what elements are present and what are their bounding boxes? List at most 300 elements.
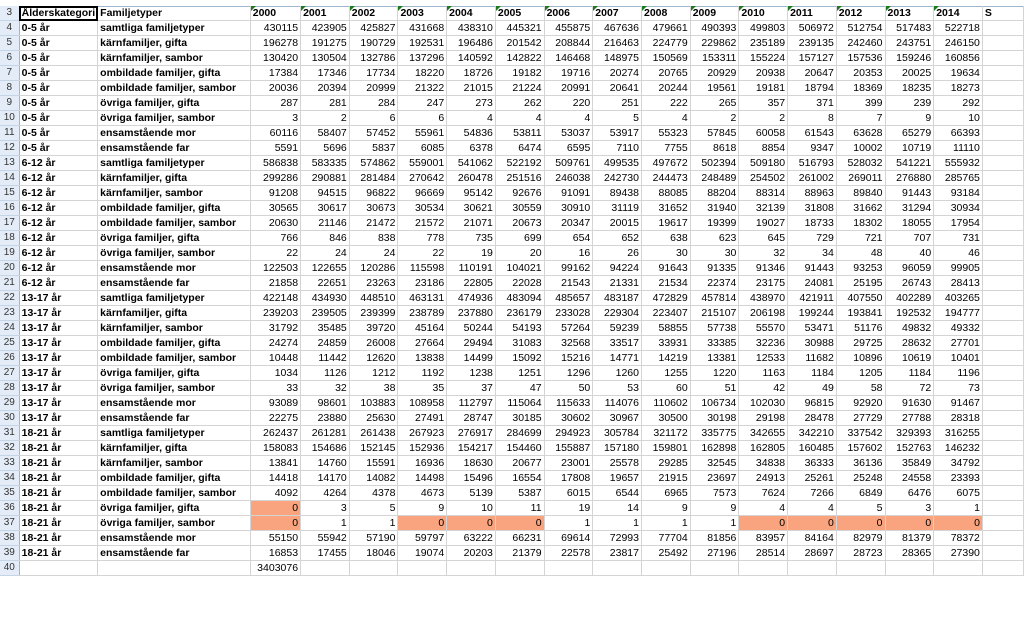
cell-value[interactable]: 479661 [641, 21, 690, 36]
cell-value[interactable]: 18733 [788, 216, 837, 231]
cell-value[interactable]: 502394 [690, 156, 739, 171]
cell-value[interactable]: 30602 [544, 411, 593, 426]
cell-value[interactable]: 60058 [739, 126, 788, 141]
cell-empty[interactable] [982, 306, 1023, 321]
cell-value[interactable]: 96669 [398, 186, 447, 201]
cell-value[interactable]: 1 [641, 516, 690, 531]
cell-value[interactable]: 27491 [398, 411, 447, 426]
cell-value[interactable]: 93089 [250, 396, 300, 411]
cell-value[interactable]: 24 [301, 246, 350, 261]
cell-family-type[interactable]: samtliga familjetyper [98, 156, 251, 171]
cell-value[interactable]: 28478 [788, 411, 837, 426]
cell-value[interactable]: 63222 [447, 531, 496, 546]
cell-value[interactable]: 58 [836, 381, 885, 396]
cell-value[interactable]: 28747 [447, 411, 496, 426]
cell-value[interactable]: 162805 [739, 441, 788, 456]
cell-value[interactable]: 517483 [885, 21, 934, 36]
cell-value[interactable]: 196486 [447, 36, 496, 51]
row-number[interactable]: 4 [0, 21, 19, 36]
cell-value[interactable]: 162898 [690, 441, 739, 456]
cell-value[interactable]: 4 [544, 111, 593, 126]
cell-family-type[interactable]: samtliga familjetyper [98, 426, 251, 441]
cell-value[interactable]: 244473 [641, 171, 690, 186]
header-cell-year[interactable]: 2004 [447, 6, 496, 21]
cell-value[interactable]: 115064 [495, 396, 544, 411]
cell-age-category[interactable]: 18-21 år [19, 426, 98, 441]
cell-value[interactable]: 51 [690, 381, 739, 396]
cell-family-type[interactable]: samtliga familjetyper [98, 21, 251, 36]
cell-value[interactable]: 88963 [788, 186, 837, 201]
cell-value[interactable]: 13841 [250, 456, 300, 471]
cell-value[interactable]: 32 [301, 381, 350, 396]
cell-empty[interactable] [982, 141, 1023, 156]
cell-value[interactable]: 285765 [934, 171, 983, 186]
cell-value[interactable]: 483187 [593, 291, 642, 306]
cell-value[interactable]: 99905 [934, 261, 983, 276]
cell-value[interactable]: 23697 [690, 471, 739, 486]
cell-value[interactable]: 10 [447, 501, 496, 516]
cell-value[interactable]: 81856 [690, 531, 739, 546]
cell-value[interactable]: 0 [495, 516, 544, 531]
cell-value[interactable]: 1 [593, 516, 642, 531]
cell-family-type[interactable]: samtliga familjetyper [98, 291, 251, 306]
cell-value[interactable]: 99162 [544, 261, 593, 276]
row-number[interactable]: 31 [0, 426, 19, 441]
cell-value[interactable]: 27390 [934, 546, 983, 561]
cell-age-category[interactable]: 13-17 år [19, 396, 98, 411]
cell-value[interactable]: 516793 [788, 156, 837, 171]
cell-value[interactable]: 50244 [447, 321, 496, 336]
cell-value[interactable]: 55961 [398, 126, 447, 141]
row-number[interactable]: 27 [0, 366, 19, 381]
cell-age-category[interactable]: 6-12 år [19, 261, 98, 276]
cell-value[interactable]: 430115 [250, 21, 300, 36]
cell-value[interactable]: 28365 [885, 546, 934, 561]
cell-age-category[interactable]: 13-17 år [19, 411, 98, 426]
cell-empty[interactable] [982, 411, 1023, 426]
cell-value[interactable]: 316255 [934, 426, 983, 441]
cell-value[interactable]: 32568 [544, 336, 593, 351]
cell-value[interactable]: 92676 [495, 186, 544, 201]
cell-value[interactable]: 294923 [544, 426, 593, 441]
cell-value[interactable]: 57190 [349, 531, 398, 546]
cell-value[interactable]: 9 [641, 501, 690, 516]
cell-empty[interactable] [982, 216, 1023, 231]
cell-value[interactable]: 31792 [250, 321, 300, 336]
cell-empty[interactable] [982, 426, 1023, 441]
cell-value[interactable]: 14499 [447, 351, 496, 366]
cell-value[interactable]: 26743 [885, 276, 934, 291]
cell-empty[interactable] [982, 321, 1023, 336]
cell-value[interactable]: 4 [447, 111, 496, 126]
cell-value[interactable]: 33517 [593, 336, 642, 351]
cell-value[interactable]: 425827 [349, 21, 398, 36]
cell-value[interactable]: 39720 [349, 321, 398, 336]
cell-value[interactable]: 321172 [641, 426, 690, 441]
cell-empty[interactable] [982, 546, 1023, 561]
cell-value[interactable]: 239135 [788, 36, 837, 51]
cell-value[interactable]: 25630 [349, 411, 398, 426]
cell-value[interactable]: 21015 [447, 81, 496, 96]
cell-empty[interactable] [982, 201, 1023, 216]
cell-value[interactable]: 34838 [739, 456, 788, 471]
cell-value[interactable]: 224779 [641, 36, 690, 51]
row-number[interactable]: 35 [0, 486, 19, 501]
cell-empty[interactable] [982, 396, 1023, 411]
cell-value[interactable]: 15496 [447, 471, 496, 486]
cell-value[interactable]: 27788 [885, 411, 934, 426]
cell-value[interactable]: 120286 [349, 261, 398, 276]
cell-value[interactable]: 59239 [593, 321, 642, 336]
cell-family-type[interactable]: ombildade familjer, sambor [98, 486, 251, 501]
cell-value[interactable]: 305784 [593, 426, 642, 441]
cell-value[interactable]: 699 [495, 231, 544, 246]
cell-family-type[interactable]: ombildade familjer, gifta [98, 471, 251, 486]
cell-value[interactable]: 0 [250, 516, 300, 531]
cell-value[interactable]: 19716 [544, 66, 593, 81]
cell-value[interactable]: 20244 [641, 81, 690, 96]
cell-value[interactable]: 6015 [544, 486, 593, 501]
cell-value[interactable]: 57264 [544, 321, 593, 336]
cell-value[interactable]: 58855 [641, 321, 690, 336]
cell-empty[interactable] [982, 351, 1023, 366]
cell-value[interactable]: 1 [544, 516, 593, 531]
cell-value[interactable]: 28697 [788, 546, 837, 561]
cell-value[interactable]: 28723 [836, 546, 885, 561]
cell-value[interactable]: 457814 [690, 291, 739, 306]
cell-value[interactable]: 18302 [836, 216, 885, 231]
cell-family-type[interactable]: kärnfamiljer, sambor [98, 321, 251, 336]
cell-value[interactable]: 142822 [495, 51, 544, 66]
cell-value[interactable]: 27701 [934, 336, 983, 351]
cell-value[interactable]: 1296 [544, 366, 593, 381]
cell-value[interactable]: 196278 [250, 36, 300, 51]
cell-value[interactable]: 654 [544, 231, 593, 246]
cell-empty[interactable] [982, 156, 1023, 171]
cell-value[interactable]: 21534 [641, 276, 690, 291]
cell-value[interactable]: 6849 [836, 486, 885, 501]
cell-value[interactable]: 541221 [885, 156, 934, 171]
cell-value[interactable]: 0 [398, 516, 447, 531]
cell-value[interactable]: 6474 [495, 141, 544, 156]
cell-value[interactable]: 21146 [301, 216, 350, 231]
cell-value[interactable]: 23001 [544, 456, 593, 471]
cell-value[interactable]: 37 [447, 381, 496, 396]
cell-value[interactable]: 0 [447, 516, 496, 531]
header-cell-year[interactable]: 2006 [544, 6, 593, 21]
cell-value[interactable]: 8618 [690, 141, 739, 156]
cell-value[interactable] [690, 561, 739, 576]
cell-value[interactable]: 81379 [885, 531, 934, 546]
cell-value[interactable]: 12533 [739, 351, 788, 366]
cell-value[interactable]: 10448 [250, 351, 300, 366]
cell-value[interactable]: 32 [739, 246, 788, 261]
cell-age-category[interactable]: 13-17 år [19, 381, 98, 396]
cell-value[interactable]: 91443 [885, 186, 934, 201]
cell-family-type[interactable]: ensamstående far [98, 276, 251, 291]
cell-value[interactable]: 66231 [495, 531, 544, 546]
cell-value[interactable]: 467636 [593, 21, 642, 36]
cell-value[interactable]: 1255 [641, 366, 690, 381]
cell-empty[interactable] [982, 291, 1023, 306]
cell-value[interactable]: 49332 [934, 321, 983, 336]
cell-value[interactable]: 4264 [301, 486, 350, 501]
cell-value[interactable]: 4092 [250, 486, 300, 501]
cell-value[interactable]: 157536 [836, 51, 885, 66]
cell-value[interactable]: 20025 [885, 66, 934, 81]
cell-value[interactable]: 3 [250, 111, 300, 126]
cell-value[interactable]: 445321 [495, 21, 544, 36]
cell-value[interactable]: 30500 [641, 411, 690, 426]
cell-value[interactable]: 1184 [885, 366, 934, 381]
cell-value[interactable]: 30621 [447, 201, 496, 216]
cell-value[interactable]: 1260 [593, 366, 642, 381]
cell-value[interactable]: 20765 [641, 66, 690, 81]
cell-value[interactable]: 292 [934, 96, 983, 111]
cell-value[interactable]: 20630 [250, 216, 300, 231]
cell-family-type[interactable]: kärnfamiljer, sambor [98, 51, 251, 66]
cell-age-category[interactable]: 13-17 år [19, 306, 98, 321]
cell-value[interactable]: 19074 [398, 546, 447, 561]
cell-value[interactable]: 31662 [836, 201, 885, 216]
cell-value[interactable]: 18273 [934, 81, 983, 96]
cell-value[interactable]: 48 [836, 246, 885, 261]
cell-value[interactable]: 251 [593, 96, 642, 111]
cell-value[interactable]: 25492 [641, 546, 690, 561]
cell-value[interactable]: 30185 [495, 411, 544, 426]
cell-value[interactable]: 77704 [641, 531, 690, 546]
cell-value[interactable]: 5139 [447, 486, 496, 501]
cell-value[interactable]: 192531 [398, 36, 447, 51]
cell-value[interactable]: 28413 [934, 276, 983, 291]
cell-value[interactable]: 18235 [885, 81, 934, 96]
cell-value[interactable]: 10401 [934, 351, 983, 366]
row-number[interactable]: 23 [0, 306, 19, 321]
cell-value[interactable]: 731 [934, 231, 983, 246]
cell-value[interactable]: 96059 [885, 261, 934, 276]
cell-value[interactable]: 215107 [690, 306, 739, 321]
cell-value[interactable]: 91346 [739, 261, 788, 276]
cell-value[interactable]: 23263 [349, 276, 398, 291]
cell-value[interactable]: 6595 [544, 141, 593, 156]
cell-value[interactable]: 3 [301, 501, 350, 516]
cell-value[interactable]: 497672 [641, 156, 690, 171]
row-number[interactable]: 34 [0, 471, 19, 486]
cell-value[interactable]: 30 [641, 246, 690, 261]
cell-value[interactable]: 33 [250, 381, 300, 396]
cell-value[interactable]: 5696 [301, 141, 350, 156]
cell-value[interactable]: 7110 [593, 141, 642, 156]
cell-value[interactable]: 206198 [739, 306, 788, 321]
cell-age-category[interactable]: 6-12 år [19, 171, 98, 186]
cell-empty[interactable] [982, 561, 1023, 576]
cell-value[interactable]: 6 [349, 111, 398, 126]
cell-value[interactable] [885, 561, 934, 576]
cell-value[interactable]: 290881 [301, 171, 350, 186]
cell-value[interactable]: 93184 [934, 186, 983, 201]
cell-value[interactable]: 21543 [544, 276, 593, 291]
cell-family-type[interactable]: övriga familjer, gifta [98, 231, 251, 246]
cell-value[interactable]: 0 [788, 516, 837, 531]
cell-value[interactable]: 106734 [690, 396, 739, 411]
cell-value[interactable]: 73 [934, 381, 983, 396]
cell-age-category[interactable]: 0-5 år [19, 21, 98, 36]
cell-value[interactable]: 88204 [690, 186, 739, 201]
cell-value[interactable]: 236179 [495, 306, 544, 321]
cell-value[interactable]: 499535 [593, 156, 642, 171]
cell-value[interactable]: 20641 [593, 81, 642, 96]
cell-value[interactable]: 335775 [690, 426, 739, 441]
cell-value[interactable]: 5837 [349, 141, 398, 156]
cell-value[interactable]: 20036 [250, 81, 300, 96]
row-number[interactable]: 24 [0, 321, 19, 336]
header-cell-year[interactable]: 2011 [788, 6, 837, 21]
cell-value[interactable]: 98601 [301, 396, 350, 411]
cell-value[interactable]: 522718 [934, 21, 983, 36]
cell-value[interactable]: 455875 [544, 21, 593, 36]
cell-value[interactable]: 19 [447, 246, 496, 261]
cell-value[interactable]: 638 [641, 231, 690, 246]
cell-value[interactable]: 20394 [301, 81, 350, 96]
cell-value[interactable]: 55150 [250, 531, 300, 546]
cell-value[interactable]: 18046 [349, 546, 398, 561]
cell-value[interactable]: 27196 [690, 546, 739, 561]
cell-value[interactable]: 20677 [495, 456, 544, 471]
cell-value[interactable]: 112797 [447, 396, 496, 411]
cell-value[interactable]: 17808 [544, 471, 593, 486]
cell-value[interactable]: 235189 [739, 36, 788, 51]
cell-value[interactable]: 38 [349, 381, 398, 396]
cell-value[interactable]: 194777 [934, 306, 983, 321]
cell-value[interactable]: 233028 [544, 306, 593, 321]
cell-value[interactable]: 30967 [593, 411, 642, 426]
header-cell-year[interactable]: 2010 [739, 6, 788, 21]
cell-value[interactable]: 19399 [690, 216, 739, 231]
cell-value[interactable]: 254502 [739, 171, 788, 186]
cell-empty[interactable] [982, 111, 1023, 126]
cell-value[interactable]: 260478 [447, 171, 496, 186]
cell-value[interactable]: 122503 [250, 261, 300, 276]
cell-value[interactable]: 31808 [788, 201, 837, 216]
cell-value[interactable]: 30673 [349, 201, 398, 216]
cell-value[interactable]: 63628 [836, 126, 885, 141]
cell-value[interactable] [836, 561, 885, 576]
cell-value[interactable]: 115598 [398, 261, 447, 276]
cell-value[interactable]: 14 [593, 501, 642, 516]
cell-value[interactable]: 153311 [690, 51, 739, 66]
cell-value[interactable]: 21572 [398, 216, 447, 231]
cell-value[interactable]: 53811 [495, 126, 544, 141]
cell-value[interactable]: 157180 [593, 441, 642, 456]
cell-value[interactable]: 5 [836, 501, 885, 516]
cell-value[interactable]: 110191 [447, 261, 496, 276]
cell-value[interactable]: 27729 [836, 411, 885, 426]
header-cell-year[interactable]: 2003 [398, 6, 447, 21]
cell-empty[interactable] [982, 171, 1023, 186]
cell-value[interactable]: 499803 [739, 21, 788, 36]
cell-value[interactable]: 243751 [885, 36, 934, 51]
cell-value[interactable]: 24274 [250, 336, 300, 351]
row-number[interactable]: 15 [0, 186, 19, 201]
cell-value[interactable]: 78372 [934, 531, 983, 546]
row-number[interactable]: 13 [0, 156, 19, 171]
cell-value[interactable]: 35485 [301, 321, 350, 336]
cell-value[interactable]: 57738 [690, 321, 739, 336]
cell-value[interactable]: 559001 [398, 156, 447, 171]
cell-value[interactable]: 46 [934, 246, 983, 261]
cell-value[interactable]: 1 [301, 516, 350, 531]
cell-value[interactable]: 11 [495, 501, 544, 516]
cell-value[interactable]: 45164 [398, 321, 447, 336]
header-cell-year[interactable]: 2001 [301, 6, 350, 21]
cell-value[interactable]: 6965 [641, 486, 690, 501]
header-cell-year[interactable]: 2009 [690, 6, 739, 21]
row-number[interactable]: 11 [0, 126, 19, 141]
cell-family-type[interactable]: kärnfamiljer, sambor [98, 186, 251, 201]
cell-value[interactable]: 35849 [885, 456, 934, 471]
cell-value[interactable]: 20647 [788, 66, 837, 81]
cell-value[interactable]: 287 [250, 96, 300, 111]
cell-value[interactable]: 1163 [739, 366, 788, 381]
cell-value[interactable]: 6378 [447, 141, 496, 156]
cell-value[interactable]: 6476 [885, 486, 934, 501]
cell-value[interactable]: 22805 [447, 276, 496, 291]
cell-value[interactable]: 15216 [544, 351, 593, 366]
cell-value[interactable]: 47 [495, 381, 544, 396]
cell-empty[interactable] [982, 276, 1023, 291]
header-cell-age[interactable]: Ålderskategori [19, 6, 98, 21]
cell-value[interactable]: 158083 [250, 441, 300, 456]
cell-age-category[interactable]: 13-17 år [19, 336, 98, 351]
cell-value[interactable]: 9 [885, 111, 934, 126]
cell-value[interactable]: 371 [788, 96, 837, 111]
cell-value[interactable]: 223407 [641, 306, 690, 321]
cell-value[interactable]: 23186 [398, 276, 447, 291]
cell-value[interactable]: 22028 [495, 276, 544, 291]
cell-value[interactable]: 24558 [885, 471, 934, 486]
cell-value[interactable]: 17346 [301, 66, 350, 81]
cell-value[interactable]: 24913 [739, 471, 788, 486]
cell-value[interactable]: 30559 [495, 201, 544, 216]
cell-family-type[interactable]: kärnfamiljer, gifta [98, 36, 251, 51]
cell-value[interactable]: 8854 [739, 141, 788, 156]
cell-value[interactable]: 23880 [301, 411, 350, 426]
cell-value[interactable]: 115633 [544, 396, 593, 411]
cell-value[interactable]: 9 [690, 501, 739, 516]
cell-family-type[interactable]: övriga familjer, gifta [98, 366, 251, 381]
cell-family-type[interactable]: ombildade familjer, gifta [98, 201, 251, 216]
cell-value[interactable]: 735 [447, 231, 496, 246]
cell-value[interactable]: 91467 [934, 396, 983, 411]
cell-value[interactable] [788, 561, 837, 576]
cell-value[interactable]: 512754 [836, 21, 885, 36]
row-number[interactable]: 14 [0, 171, 19, 186]
cell-value[interactable]: 19657 [593, 471, 642, 486]
cell-value[interactable]: 0 [739, 516, 788, 531]
cell-value[interactable]: 24 [349, 246, 398, 261]
cell-age-category[interactable]: 18-21 år [19, 441, 98, 456]
cell-value[interactable]: 1212 [349, 366, 398, 381]
cell-value[interactable]: 31652 [641, 201, 690, 216]
cell-value[interactable]: 357 [739, 96, 788, 111]
cell-value[interactable]: 18055 [885, 216, 934, 231]
cell-value[interactable]: 421911 [788, 291, 837, 306]
cell-value[interactable]: 24081 [788, 276, 837, 291]
cell-value[interactable]: 66393 [934, 126, 983, 141]
cell-value[interactable]: 22 [250, 246, 300, 261]
cell-family-type[interactable]: ensamstående far [98, 141, 251, 156]
cell-value[interactable]: 88314 [739, 186, 788, 201]
